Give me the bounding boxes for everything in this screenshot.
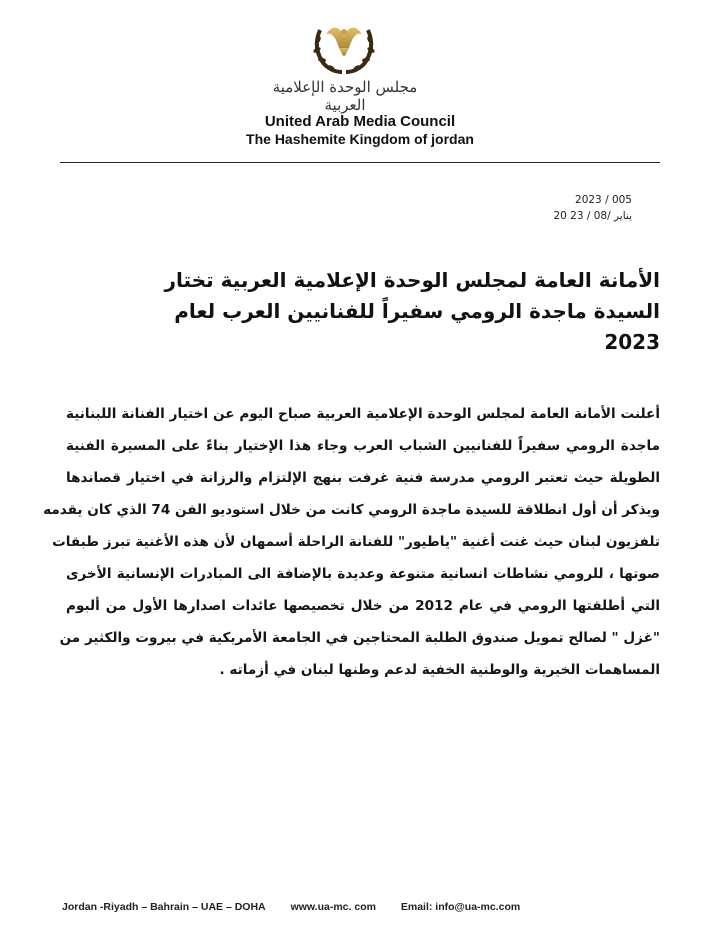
body-line: ماجدة الرومي سفيراً للفنانيين الشباب العرب وجاء هذا الإختيار بناءً على المسيرة الفنية — [66, 438, 660, 454]
body-line: الطويلة حيث تعتبر الرومي مدرسة فنية غرفت بنهج الإلتزام والرزانة في اختيار قصاندها — [66, 470, 660, 486]
body-line: أعلنت الأمانة العامة لمجلس الوحدة الإعلامية العربية صباح اليوم عن اختيار الفنانة اللبنانية — [66, 406, 660, 422]
council-arabic-name: مجلس الوحدة الإعلامية العربية — [272, 78, 418, 114]
press-release-title — [150, 265, 660, 358]
eagle-wreath-icon — [306, 12, 382, 78]
title-line: السيدة ماجدة الرومي سفيراً للفنانيين العرب لعام 2023 — [174, 299, 660, 354]
body-line: تلفزيون لبنان حيث غنت أغنية "ياطيور" للفنانة الراحلة أسمهان لأن هذه الأغنية تبرز طبقات — [52, 534, 660, 550]
council-logo — [306, 12, 382, 78]
footer-website[interactable]: www.ua-mc. com — [290, 901, 376, 913]
reference-number: 2023 / 005 — [575, 194, 632, 206]
council-english-name: United Arab Media Council — [264, 113, 456, 130]
council-country: The Hashemite Kingdom of jordan — [246, 131, 474, 147]
body-line: التي أطلقتها الرومي في عام 2012 من خلال تخصيصها عائدات اصدارها الأول من ألبوم — [66, 598, 661, 614]
footer-email[interactable]: Email: info@ua-mc.com — [400, 901, 521, 913]
body-line: "غزل " لصالح تمويل صندوق الطلبة المحتاجين في الجامعة الأمريكية في بيروت والكثير من — [59, 630, 660, 646]
body-line: ويذكر أن أول انطلاقة للسيدة ماجدة الرومي كانت من خلال استوديو الفن 74 الذي كان يقدمه — [43, 502, 660, 518]
footer — [62, 901, 542, 913]
footer-locations: Jordan -Riyadh – Bahrain – UAE – DOHA — [62, 901, 266, 913]
press-release-body — [43, 398, 661, 686]
reference-date: 20 23 / يناير /08 — [553, 210, 632, 222]
title-line: الأمانة العامة لمجلس الوحدة الإعلامية العربية تختار — [164, 268, 660, 292]
header-divider — [60, 162, 660, 163]
body-line: صوتها ، للرومي نشاطات انسانية متنوعة وعديدة بالإضافة الى المبادرات الإنسانية الأخرى — [66, 566, 660, 582]
body-line: المساهمات الخيرية والوطنية الخفية لدعم وطنها لبنان في أزماته . — [219, 662, 660, 678]
